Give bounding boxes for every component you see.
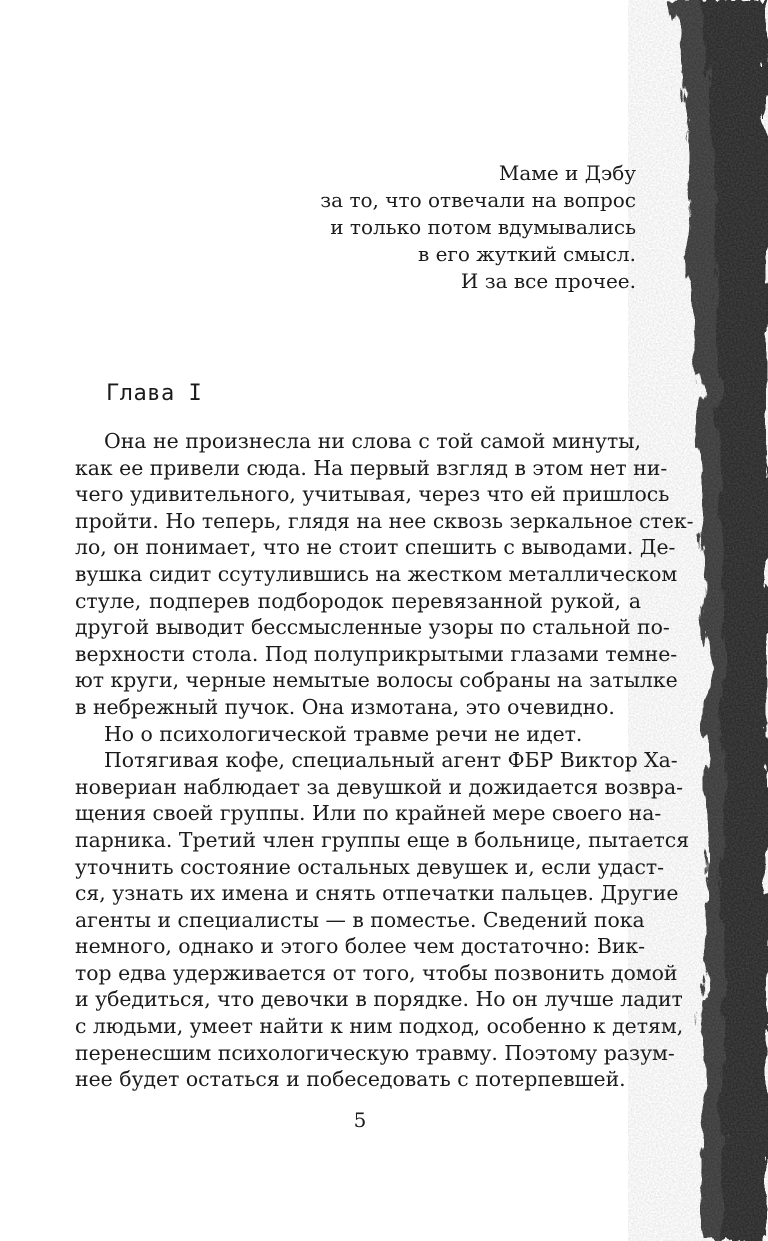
body-line: Она не произнесла ни слова с той самой минуты, <box>104 429 641 453</box>
dedication <box>236 160 636 295</box>
body-line: парника. Третий член группы еще в больнице, пытается <box>75 827 690 852</box>
body-line: как ее привели сюда. На первый взгляд в этом нет ни- <box>75 455 668 480</box>
body-line: пройти. Но теперь, глядя на нее сквозь зеркальное стек- <box>75 508 694 533</box>
body-line: вушка сидит ссутулившись на жестком металлическом <box>75 561 678 586</box>
body-line: щения своей группы. Или по крайней мере своего на- <box>75 801 662 826</box>
body-line: агенты и специалисты — в поместье. Сведений пока <box>75 907 645 932</box>
chapter-title: Глава I <box>106 381 203 406</box>
body-line: тор едва удерживается от того, чтобы позвонить домой <box>75 960 678 985</box>
body-line: уточнить состояние остальных девушек и, если удаст- <box>75 854 665 879</box>
dedication-line: и только потом вдумывались <box>330 215 636 239</box>
body-line: верхности стола. Под полуприкрытыми глазами темне- <box>75 641 678 666</box>
body-line: ют круги, черные немытые волосы собраны на затылке <box>75 668 678 693</box>
body-line: Потягивая кофе, специальный агент ФБР Виктор Ха- <box>104 748 678 773</box>
dedication-line: за то, что отвечали на вопрос <box>320 188 636 212</box>
dedication-line: И за все прочее. <box>460 269 636 293</box>
body-line: с людьми, умеет найти к ним подход, особенно к детям, <box>75 1014 684 1039</box>
body-line: ся, узнать их имена и снять отпечатки пальцев. Другие <box>75 881 679 906</box>
chapter-body <box>75 428 694 1093</box>
body-line: другой выводит бессмысленные узоры по стальной по- <box>75 615 670 640</box>
body-line: чего удивительного, учитывая, через что ей пришлось <box>75 482 670 507</box>
body-line: новериан наблюдает за девушкой и дожидается возвра- <box>75 774 683 799</box>
body-line: в небрежный пучок. Она измотана, это очевидно. <box>75 694 615 719</box>
body-line: немного, однако и этого более чем достаточно: Вик- <box>75 934 646 959</box>
body-line: и убедиться, что девочки в порядке. Но он лучше ладит <box>75 987 683 1012</box>
body-line: перенесшим психологическую травму. Поэтому разум- <box>75 1040 675 1065</box>
page-number: 5 <box>353 1108 367 1132</box>
body-line: Но о психологической травме речи не идет. <box>104 721 583 746</box>
body-line: нее будет остаться и побеседовать с потерпевшей. <box>75 1067 626 1092</box>
dedication-line: Маме и Дэбу <box>498 161 636 185</box>
dedication-line: в его жуткий смысл. <box>417 242 636 266</box>
body-line: стуле, подперев подбородок перевязанной рукой, а <box>75 588 641 613</box>
body-line: ло, он понимает, что не стоит спешить с выводами. Де- <box>75 535 676 560</box>
